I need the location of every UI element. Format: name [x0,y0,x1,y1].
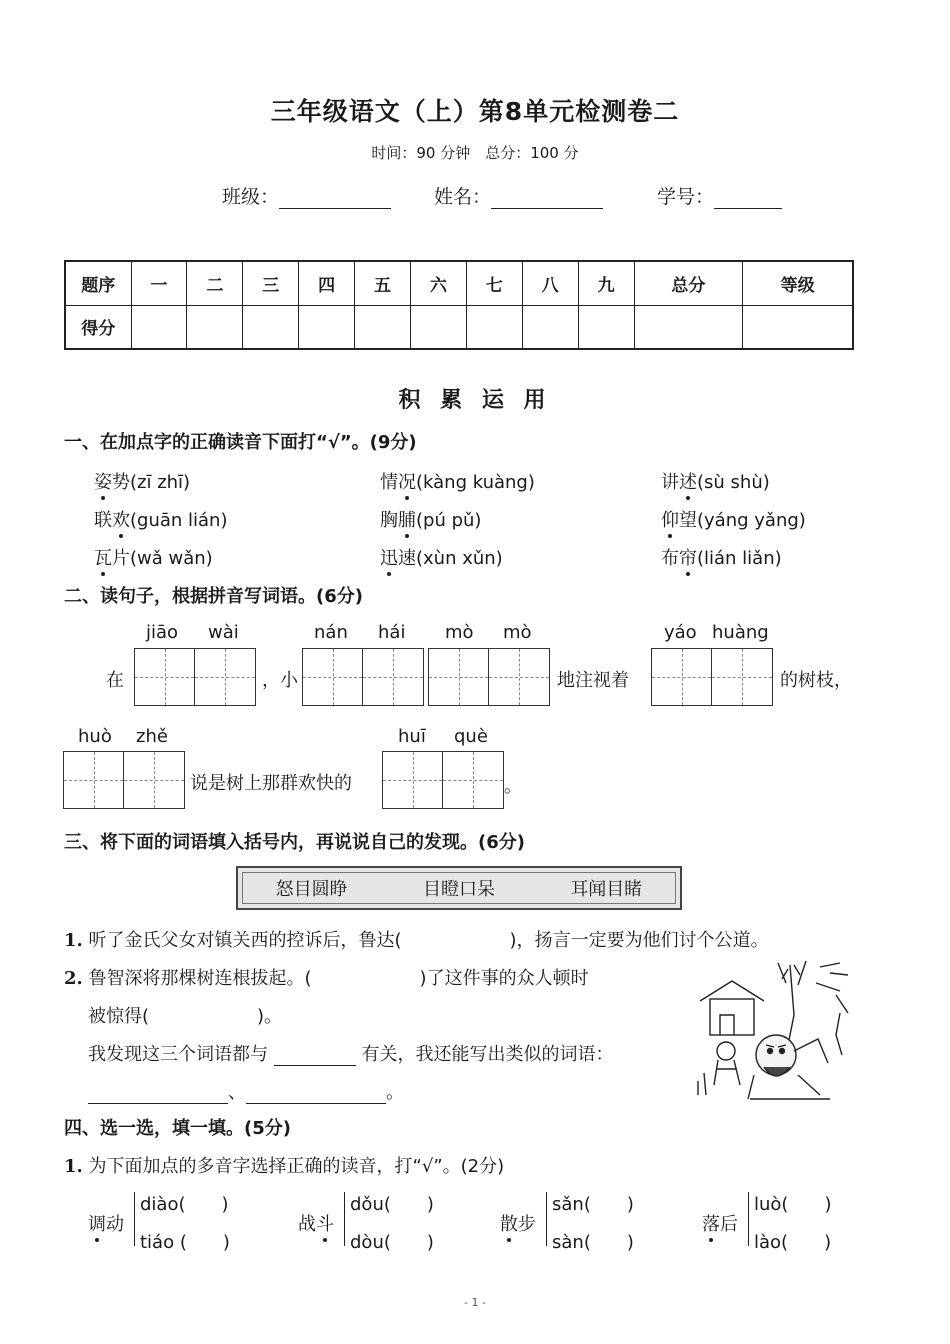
class-label: 班级： [222,186,280,208]
q3-similar-words[interactable] [88,1078,404,1104]
number-field [657,182,782,209]
table-cell: 得分 [65,305,131,349]
name-blank[interactable] [491,187,603,209]
table-cell: 题序 [65,261,131,305]
dotted-char: 斗 [316,1210,334,1236]
pinyin-label: yáo [664,622,697,643]
dotted-char: 落 [702,1210,720,1236]
pinyin-label: mò [445,622,474,643]
sentence-text: 为下面加点的多音字选择正确的读音，打“√”。(2分) [88,1156,505,1177]
char: 联 [94,510,112,531]
pinyin-options: (sù shù) [697,472,770,493]
char: 片 [112,548,130,569]
sentence-text: 鲁智深将那棵树连根拔起。( )了这件事的众人顿时 [88,968,589,989]
section-title: 积 累 运 用 [398,388,552,413]
dotted-char: 脯 [398,506,416,532]
score-table-header-row [65,261,853,305]
reading-option[interactable]: dòu( ) [350,1232,434,1253]
sentence-text: 我发现这三个词语都与 [88,1044,268,1065]
dotted-char: 调 [88,1210,106,1236]
score-cell[interactable] [522,305,578,349]
q4-instruction [64,1152,504,1178]
writing-grid[interactable] [63,751,185,809]
pinyin-label: mò [503,622,532,643]
char: 速 [398,548,416,569]
pinyin-label: nán [314,622,348,643]
score-cell[interactable] [743,305,853,349]
polyphone-word [702,1210,738,1236]
sentence-text: ，小 [262,670,298,691]
table-cell: 二 [187,261,243,305]
writing-grid[interactable] [428,648,550,706]
score-cell[interactable] [578,305,634,349]
pinyin-label: què [454,726,488,747]
dotted-char: 姿 [94,468,112,494]
sentence-text: 听了金氏父女对镇关西的控诉后，鲁达( )，扬言一定要为他们讨个公道。 [88,930,769,951]
writing-grid[interactable] [302,648,424,706]
dotted-char: 况 [398,468,416,494]
reading-option[interactable]: diào( ) [140,1194,229,1215]
pinyin-options: (zī zhī) [130,472,191,493]
sentence-text: 。 [504,776,522,797]
brace [134,1192,138,1246]
name-field [434,182,603,209]
q3-sentence-2[interactable] [64,964,589,990]
q1-item[interactable] [380,544,503,570]
char: 胸 [380,510,398,531]
writing-grid[interactable] [134,648,256,706]
pinyin-options: (kàng kuàng) [416,472,535,493]
dotted-char: 欢 [112,506,130,532]
reading-option[interactable]: sǎn( ) [552,1194,634,1215]
dotted-char: 散 [500,1210,518,1236]
answer-blank[interactable] [246,1084,386,1104]
dotted-char: 迅 [380,544,398,570]
q1-item[interactable] [380,468,535,494]
score-cell[interactable] [466,305,522,349]
table-cell: 一 [131,261,187,305]
class-field [222,182,391,209]
page-number: - 1 - [464,1296,486,1309]
char: 讲 [661,472,679,493]
score-table [64,260,854,350]
exam-meta: 时间：90 分钟 总分：100 分 [371,144,579,162]
sentence-text: 在 [106,670,124,691]
char: 望 [679,510,697,531]
word-option: 耳闻目睹 [570,879,643,900]
word-option: 目瞪口呆 [422,879,495,900]
dotted-char: 帘 [679,544,697,570]
separator: 、 [228,1082,246,1103]
pinyin-options: (yáng yǎng) [697,510,806,531]
reading-option[interactable]: tiáo ( ) [140,1232,230,1253]
q3-title: 三、将下面的词语填入括号内，再说说自己的发现。(6分) [64,832,525,853]
polyphone-word [298,1210,334,1236]
brace [546,1192,550,1246]
sentence-text: 地注视着 [557,670,629,691]
q1-item[interactable] [94,468,190,494]
q2-title: 二、读句子，根据拼音写词语。(6分) [64,586,363,607]
item-number: 1. [64,1156,83,1177]
reading-option[interactable]: sàn( ) [552,1232,634,1253]
pinyin-label: huàng [712,622,769,643]
reading-option[interactable]: luò( ) [754,1194,832,1215]
q1-item[interactable] [380,506,481,532]
q3-sentence-1[interactable] [64,926,769,952]
page-title: 三年级语文（上）第8单元检测卷二 [270,97,680,126]
score-cell[interactable] [355,305,411,349]
score-table-score-row [65,305,853,349]
q1-item[interactable] [661,468,770,494]
table-cell: 九 [578,261,634,305]
pinyin-label: hái [378,622,406,643]
table-cell: 总分 [634,261,743,305]
pinyin-options: (wǎ wǎn) [130,548,213,569]
pinyin-options: (guān lián) [130,510,228,531]
writing-grid[interactable] [382,751,504,809]
class-blank[interactable] [279,187,391,209]
illustration-image [690,955,850,1105]
word-bank [236,866,682,910]
score-cell[interactable] [634,305,743,349]
q1-item[interactable] [661,544,782,570]
q1-item[interactable] [94,544,213,570]
dotted-char: 瓦 [94,544,112,570]
word-bank-frame [242,872,676,904]
char: 步 [518,1214,536,1235]
table-cell: 五 [355,261,411,305]
pinyin-label: zhě [136,726,168,747]
score-cell[interactable] [131,305,187,349]
table-cell: 三 [243,261,299,305]
char: 布 [661,548,679,569]
sentence-text: 有关，我还能写出类似的词语： [361,1044,614,1065]
table-cell: 七 [466,261,522,305]
q3-discovery[interactable] [88,1040,613,1066]
pinyin-options: (lián liǎn) [697,548,782,569]
polyphone-word [88,1210,124,1236]
name-label: 姓名： [434,186,492,208]
q1-item[interactable] [94,506,227,532]
score-cell[interactable] [299,305,355,349]
pinyin-label: huò [78,726,112,747]
q4-title: 四、选一选，填一填。(5分) [64,1118,291,1139]
word-option: 怒目圆睁 [275,879,348,900]
dotted-char: 述 [679,468,697,494]
pinyin-options: (xùn xǔn) [416,548,503,569]
reading-option[interactable]: dǒu( ) [350,1194,434,1215]
number-blank[interactable] [714,187,782,209]
answer-blank[interactable] [88,1084,228,1104]
item-number: 1. [64,930,83,951]
sentence-text: 说是树上那群欢快的 [190,773,352,794]
dotted-char: 仰 [661,506,679,532]
char: 后 [720,1214,738,1235]
score-cell[interactable] [187,305,243,349]
char: 动 [106,1214,124,1235]
brace [748,1192,752,1246]
brace [344,1192,348,1246]
table-cell: 等级 [743,261,853,305]
number-label: 学号： [657,186,715,208]
q1-item[interactable] [661,506,806,532]
polyphone-word [500,1210,536,1236]
table-cell: 八 [522,261,578,305]
writing-grid[interactable] [651,648,773,706]
score-cell[interactable] [243,305,299,349]
q3-sentence-2-cont[interactable]: 被惊得( )。 [88,1006,283,1027]
sentence-text: 的树枝， [780,670,852,691]
pinyin-options: (pú pǔ) [416,510,482,531]
period: 。 [386,1082,404,1103]
char: 情 [380,472,398,493]
pinyin-label: jiāo [146,622,179,643]
char: 战 [298,1214,316,1235]
item-number: 2. [64,968,83,989]
reading-option[interactable]: lào( ) [754,1232,832,1253]
q1-title: 一、在加点字的正确读音下面打“√”。(9分) [64,432,417,453]
pinyin-label: huī [398,726,426,747]
score-cell[interactable] [410,305,466,349]
char: 势 [112,472,130,493]
table-cell: 四 [299,261,355,305]
table-cell: 六 [410,261,466,305]
answer-blank[interactable] [274,1046,356,1066]
pinyin-label: wài [208,622,239,643]
